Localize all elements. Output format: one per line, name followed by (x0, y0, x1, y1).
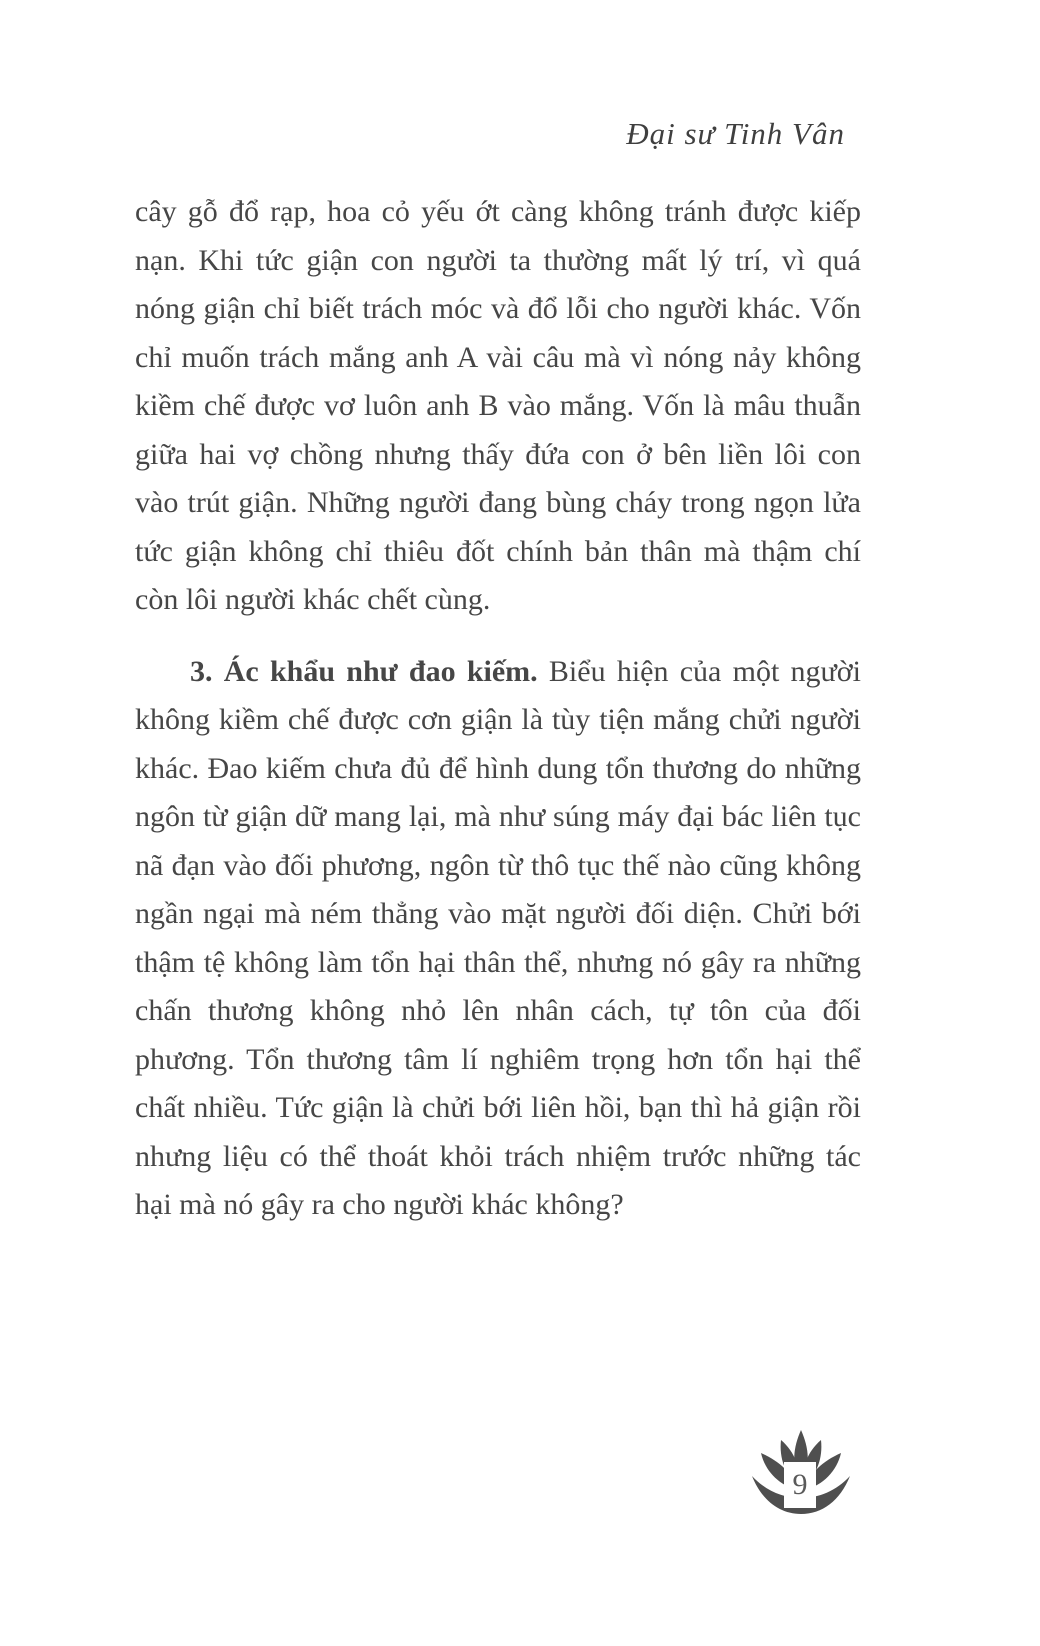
paragraph (135, 648, 861, 1230)
page-footer (750, 1428, 852, 1528)
running-header: Đại sư Tinh Vân (626, 116, 845, 151)
paragraph (135, 188, 861, 625)
paragraph-text: Biểu hiện của một người không kiềm chế được cơn giận là tùy tiện mắng chửi người khác. Đao kiếm chưa đủ để hình dung tổn thương do những ngôn từ giận dữ mang lại, mà như súng máy đại bác liên tục nã đạn vào đối phương, ngôn từ thô tục thế nào cũng không ngần ngại mà ném thẳng vào mặt người đối diện. Chửi bới thậm tệ không làm tổn hại thân thể, nhưng nó gây ra những chấn thương không nhỏ lên nhân cách, tự tôn của đối phương. Tổn thương tâm lí nghiêm trọng hơn tổn hại thể chất nhiều. Tức giận là chửi bới liên hồi, bạn thì hả giận rồi nhưng liệu có thể thoát khỏi trách nhiệm trước những tác hại mà nó gây ra cho người khác không? (135, 654, 861, 1221)
paragraph-lead: 3. Ác khẩu như đao kiếm. (190, 654, 538, 688)
page-number: 9 (792, 1468, 808, 1501)
body-text (135, 188, 861, 1230)
paragraph-text: cây gỗ đổ rạp, hoa cỏ yếu ớt càng không tránh được kiếp nạn. Khi tức giận con người ta thường mất lý trí, vì quá nóng giận chỉ biết trách móc và đổ lỗi cho người khác. Vốn chỉ muốn trách mắng anh A vài câu mà vì nóng nảy không kiềm chế được vơ luôn anh B vào mắng. Vốn là mâu thuẫn giữa hai vợ chồng nhưng thấy đứa con ở bên liền lôi con vào trút giận. Những người đang bùng cháy trong ngọn lửa tức giận không chỉ thiêu đốt chính bản thân mà thậm chí còn lôi người khác chết cùng. (135, 195, 861, 616)
page-number-box (784, 1462, 816, 1508)
